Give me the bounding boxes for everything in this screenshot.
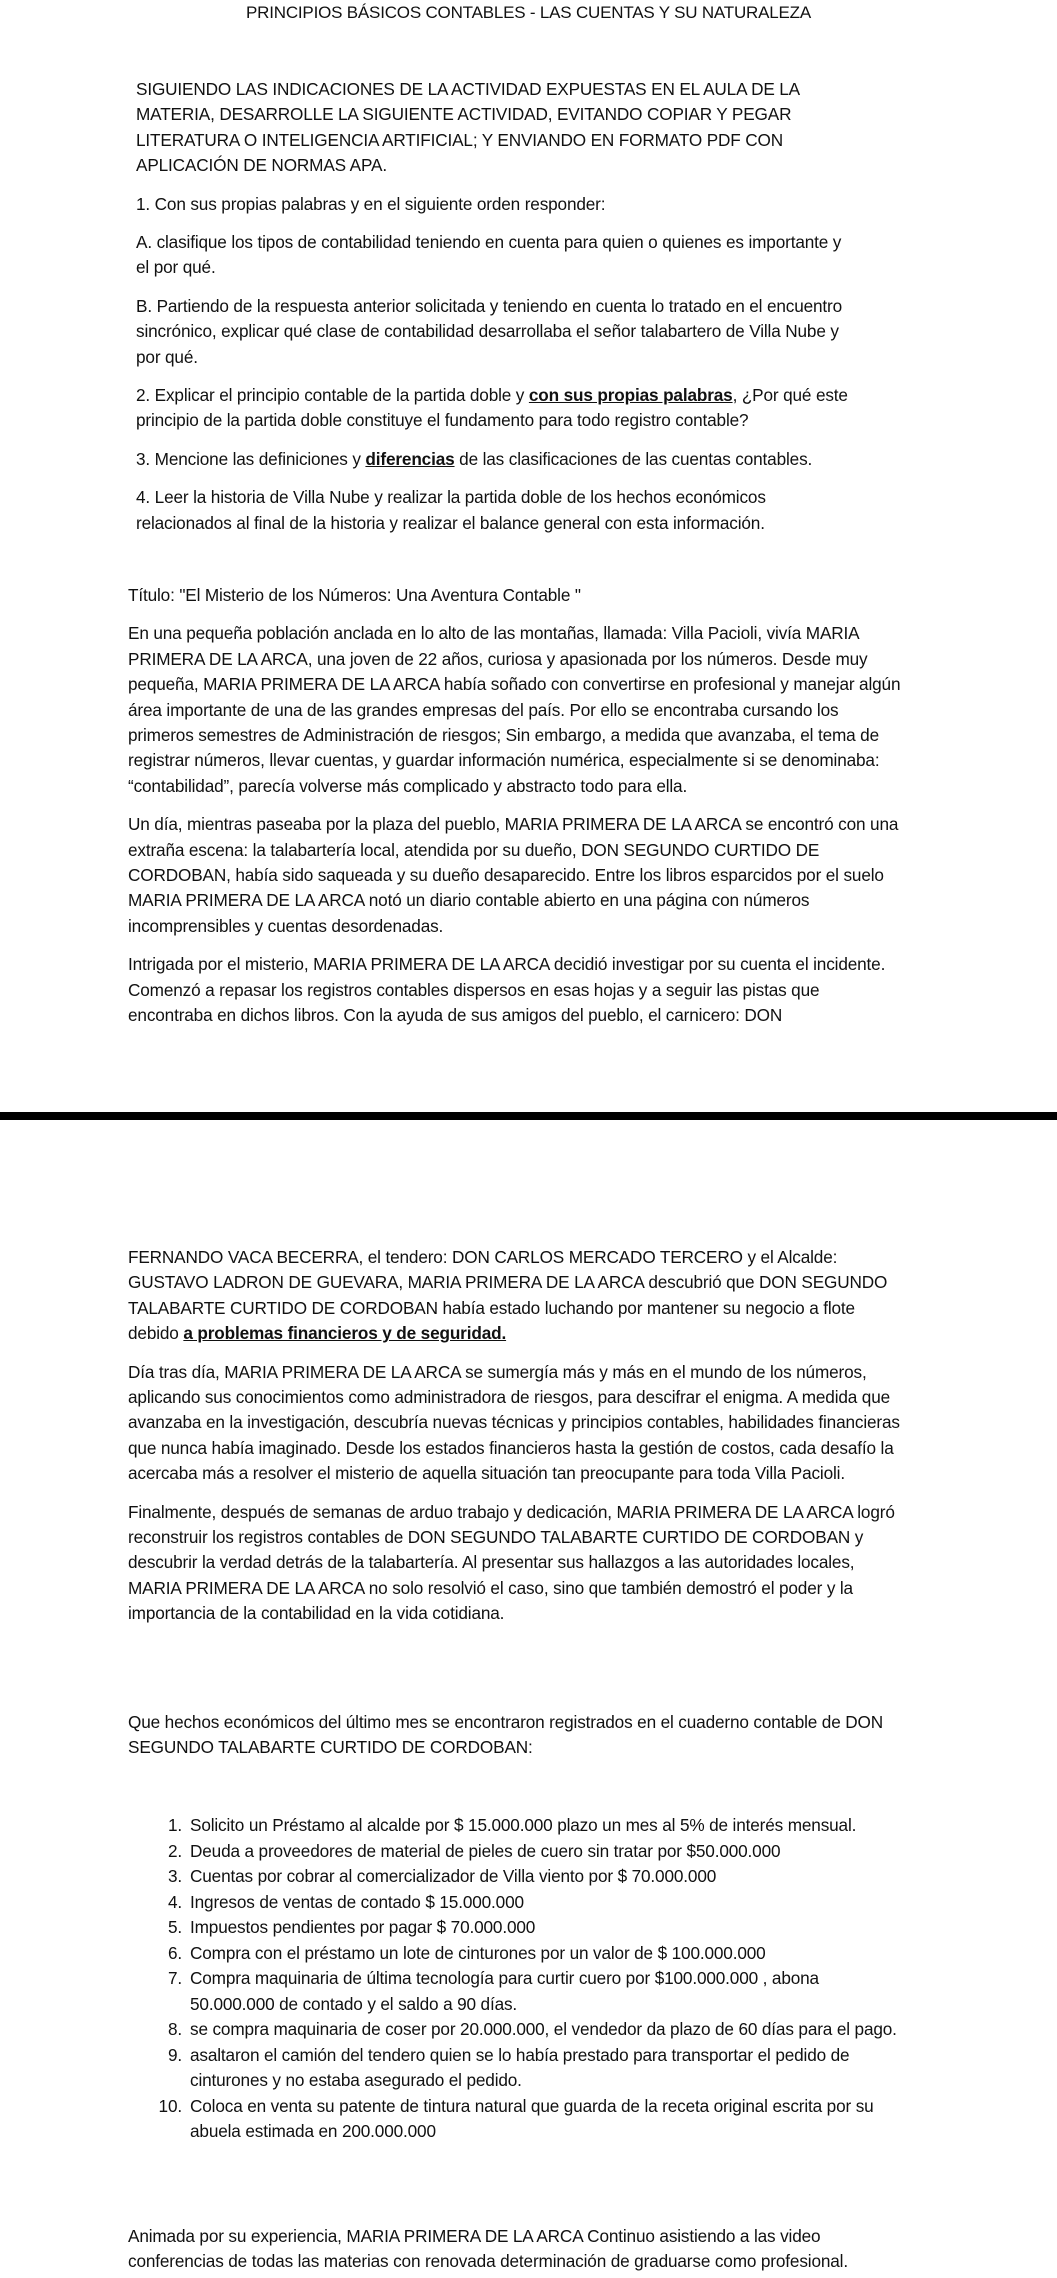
question-2-text-end: , ¿Por qué este principio de la partida doble constituye el fundamento para todo registro contable? <box>136 385 848 431</box>
story-paragraph-5: Día tras día, MARIA PRIMERA DE LA ARCA se sumergía más y más en el mundo de los números, aplicando sus conocimientos como administradora de riesgos, para descifrar el enigma. A medida que avanzaba en la investigación, descubría nuevas técnicas y principios contables, habilidades financieras que nunca había imaginado. Desde los estados financieros hasta la gestión de costos, cada desafío la acercaba más a resolver el misterio de aquella situación tan preocupante para toda Villa Pacioli. <box>128 1361 900 1484</box>
story-paragraph-2: Un día, mientras paseaba por la plaza del pueblo, MARIA PRIMERA DE LA ARCA se encontró con una extraña escena: la talabartería local, atendida por su dueño, DON SEGUNDO CURTIDO DE CORDOBAN, había sido saqueada y su dueño desaparecido. Entre los libros esparcidos por el suelo MARIA PRIMERA DE LA ARCA notó un diario contable abierto en una página con números incomprensibles y cuentas desordenadas. <box>128 814 899 936</box>
economic-facts-list <box>128 1813 908 2145</box>
closing-paragraph: Animada por su experiencia, MARIA PRIMERA DE LA ARCA Continuo asistiendo a las video conferencias de todas las materias con renovada determinación de graduarse como profesional. <box>128 2226 848 2272</box>
economic-fact-item: Solicito un Préstamo al alcalde por $ 15.000.000 plazo un mes al 5% de interés mensual. <box>190 1815 857 1835</box>
economic-fact-item: Compra maquinaria de última tecnología para curtir cuero por $100.000.000 , abona 50.000.000 de contado y el saldo a 90 días. <box>190 1968 819 2014</box>
story-paragraph-4-text: FERNANDO VACA BECERRA, el tendero: DON CARLOS MERCADO TERCERO y el Alcalde: GUSTAVO LADRON DE GUEVARA, MARIA PRIMERA DE LA ARCA descubrió que DON SEGUNDO TALABARTE CURTIDO DE CORDOBAN había estado luchando por mantener su negocio a flote debido <box>128 1247 888 1344</box>
economic-fact-item: Coloca en venta su patente de tintura natural que guarda de la receta original escrita por su abuela estimada en 200.000.000 <box>190 2095 874 2141</box>
economic-fact-item: se compra maquinaria de coser por 20.000.000, el vendedor da plazo de 60 días para el pago. <box>190 2019 897 2039</box>
economic-fact-item: Deuda a proveedores de material de pieles de cuero sin tratar por $50.000.000 <box>190 1840 781 1861</box>
economic-facts <box>128 1813 908 2145</box>
story-continuation <box>128 1245 908 1640</box>
activity-instructions <box>136 77 856 549</box>
document-page-2 <box>0 1120 1057 2278</box>
question-3-emphasis: diferencias <box>365 448 455 469</box>
question-3 <box>136 447 856 472</box>
story-paragraph-6: Finalmente, después de semanas de arduo trabajo y dedicación, MARIA PRIMERA DE LA ARCA logró reconstruir los registros contables de DON SEGUNDO TALABARTE CURTIDO DE CORDOBAN y descubrir la verdad detrás de la talabartería. Al presentar sus hallazgos a las autoridades locales, MARIA PRIMERA DE LA ARCA no solo resolvió el caso, sino que también demostró el poder y la importancia de la contabilidad en la vida cotidiana. <box>128 1501 895 1624</box>
economic-fact-item: Compra con el préstamo un lote de cinturones por un valor de $ 100.000.000 <box>190 1942 766 1963</box>
economic-fact-item: asaltaron el camión del tendero quien se lo había prestado para transportar el pedido de cinturones y no estaba asegurado el pedido. <box>190 2044 850 2090</box>
question-2 <box>136 383 856 434</box>
facts-question: Que hechos económicos del último mes se encontraron registrados en el cuaderno contable de DON SEGUNDO TALABARTE CURTIDO DE CORDOBAN: <box>128 1712 883 1758</box>
economic-fact-item: Ingresos de ventas de contado $ 15.000.000 <box>190 1891 524 1912</box>
question-1b: B. Partiendo de la respuesta anterior solicitada y teniendo en cuenta lo tratado en el encuentro sincrónico, explicar qué clase de contabilidad desarrollaba el señor talabartero de Villa Nube y por qué. <box>136 295 843 367</box>
document-page-1 <box>0 0 1057 1112</box>
question-1a: A. clasifique los tipos de contabilidad teniendo en cuenta para quien o quienes es importante y el por qué. <box>136 232 842 278</box>
question-4: 4. Leer la historia de Villa Nube y realizar la partida doble de los hechos económicos relacionados al final de la historia y realizar el balance general con esta información. <box>136 487 766 533</box>
economic-fact-item: Impuestos pendientes por pagar $ 70.000.000 <box>190 1917 536 1937</box>
story-paragraph-3: Intrigada por el misterio, MARIA PRIMERA DE LA ARCA decidió investigar por su cuenta el incidente. Comenzó a repasar los registros contables dispersos en esas hojas y a seguir las pistas que encontraba en dichos libros. Con la ayuda de sus amigos del pueblo, el carnicero: DON <box>128 954 886 1026</box>
economic-fact-item: Cuentas por cobrar al comercializador de Villa viento por $ 70.000.000 <box>190 1866 717 1886</box>
story-title: Título: "El Misterio de los Números: Una Aventura Contable " <box>128 585 581 605</box>
question-2-emphasis: con sus propias palabras <box>528 385 733 406</box>
story-paragraph-4-emphasis: a problemas financieros y de seguridad. <box>183 1323 507 1344</box>
header-title: PRINCIPIOS BÁSICOS CONTABLES - LAS CUENTAS Y SU NATURALEZA <box>246 3 811 22</box>
question-3-text-end: de las clasificaciones de las cuentas contables. <box>454 448 813 469</box>
story-section <box>128 583 908 1042</box>
question-3-text: 3. Mencione las definiciones y <box>136 448 366 469</box>
question-2-text: 2. Explicar el principio contable de la partida doble y <box>136 385 529 406</box>
story-paragraph-1: En una pequeña población anclada en lo alto de las montañas, llamada: Villa Pacioli, vivía MARIA PRIMERA DE LA ARCA, una joven de 22 años, curiosa y apasionada por los números. Desde muy pequeña, MARIA PRIMERA DE LA ARCA había soñado con convertirse en profesional y manejar algún área importante de una de las grandes empresas del país. Por ello se encontraba cursando los primeros semestres de Administración de riesgos; Sin embargo, a medida que avanzaba, el tema de registrar números, llevar cuentas, y guardar información numérica, especialmente si se denominaba: “contabilidad”, parecía volverse más complicado y abstracto todo para ella. <box>128 623 901 796</box>
story-paragraph-4 <box>128 1245 908 1347</box>
instructions-intro: SIGUIENDO LAS INDICACIONES DE LA ACTIVIDAD EXPUESTAS EN EL AULA DE LA MATERIA, DESARROLLE LA SIGUIENTE ACTIVIDAD, EVITANDO COPIAR Y PEGAR LITERATURA O INTELIGENCIA ARTIFICIAL; Y ENVIANDO EN FORMATO PDF CON APLICACIÓN DE NORMAS APA. <box>136 79 800 176</box>
question-1: 1. Con sus propias palabras y en el siguiente orden responder: <box>136 193 606 214</box>
